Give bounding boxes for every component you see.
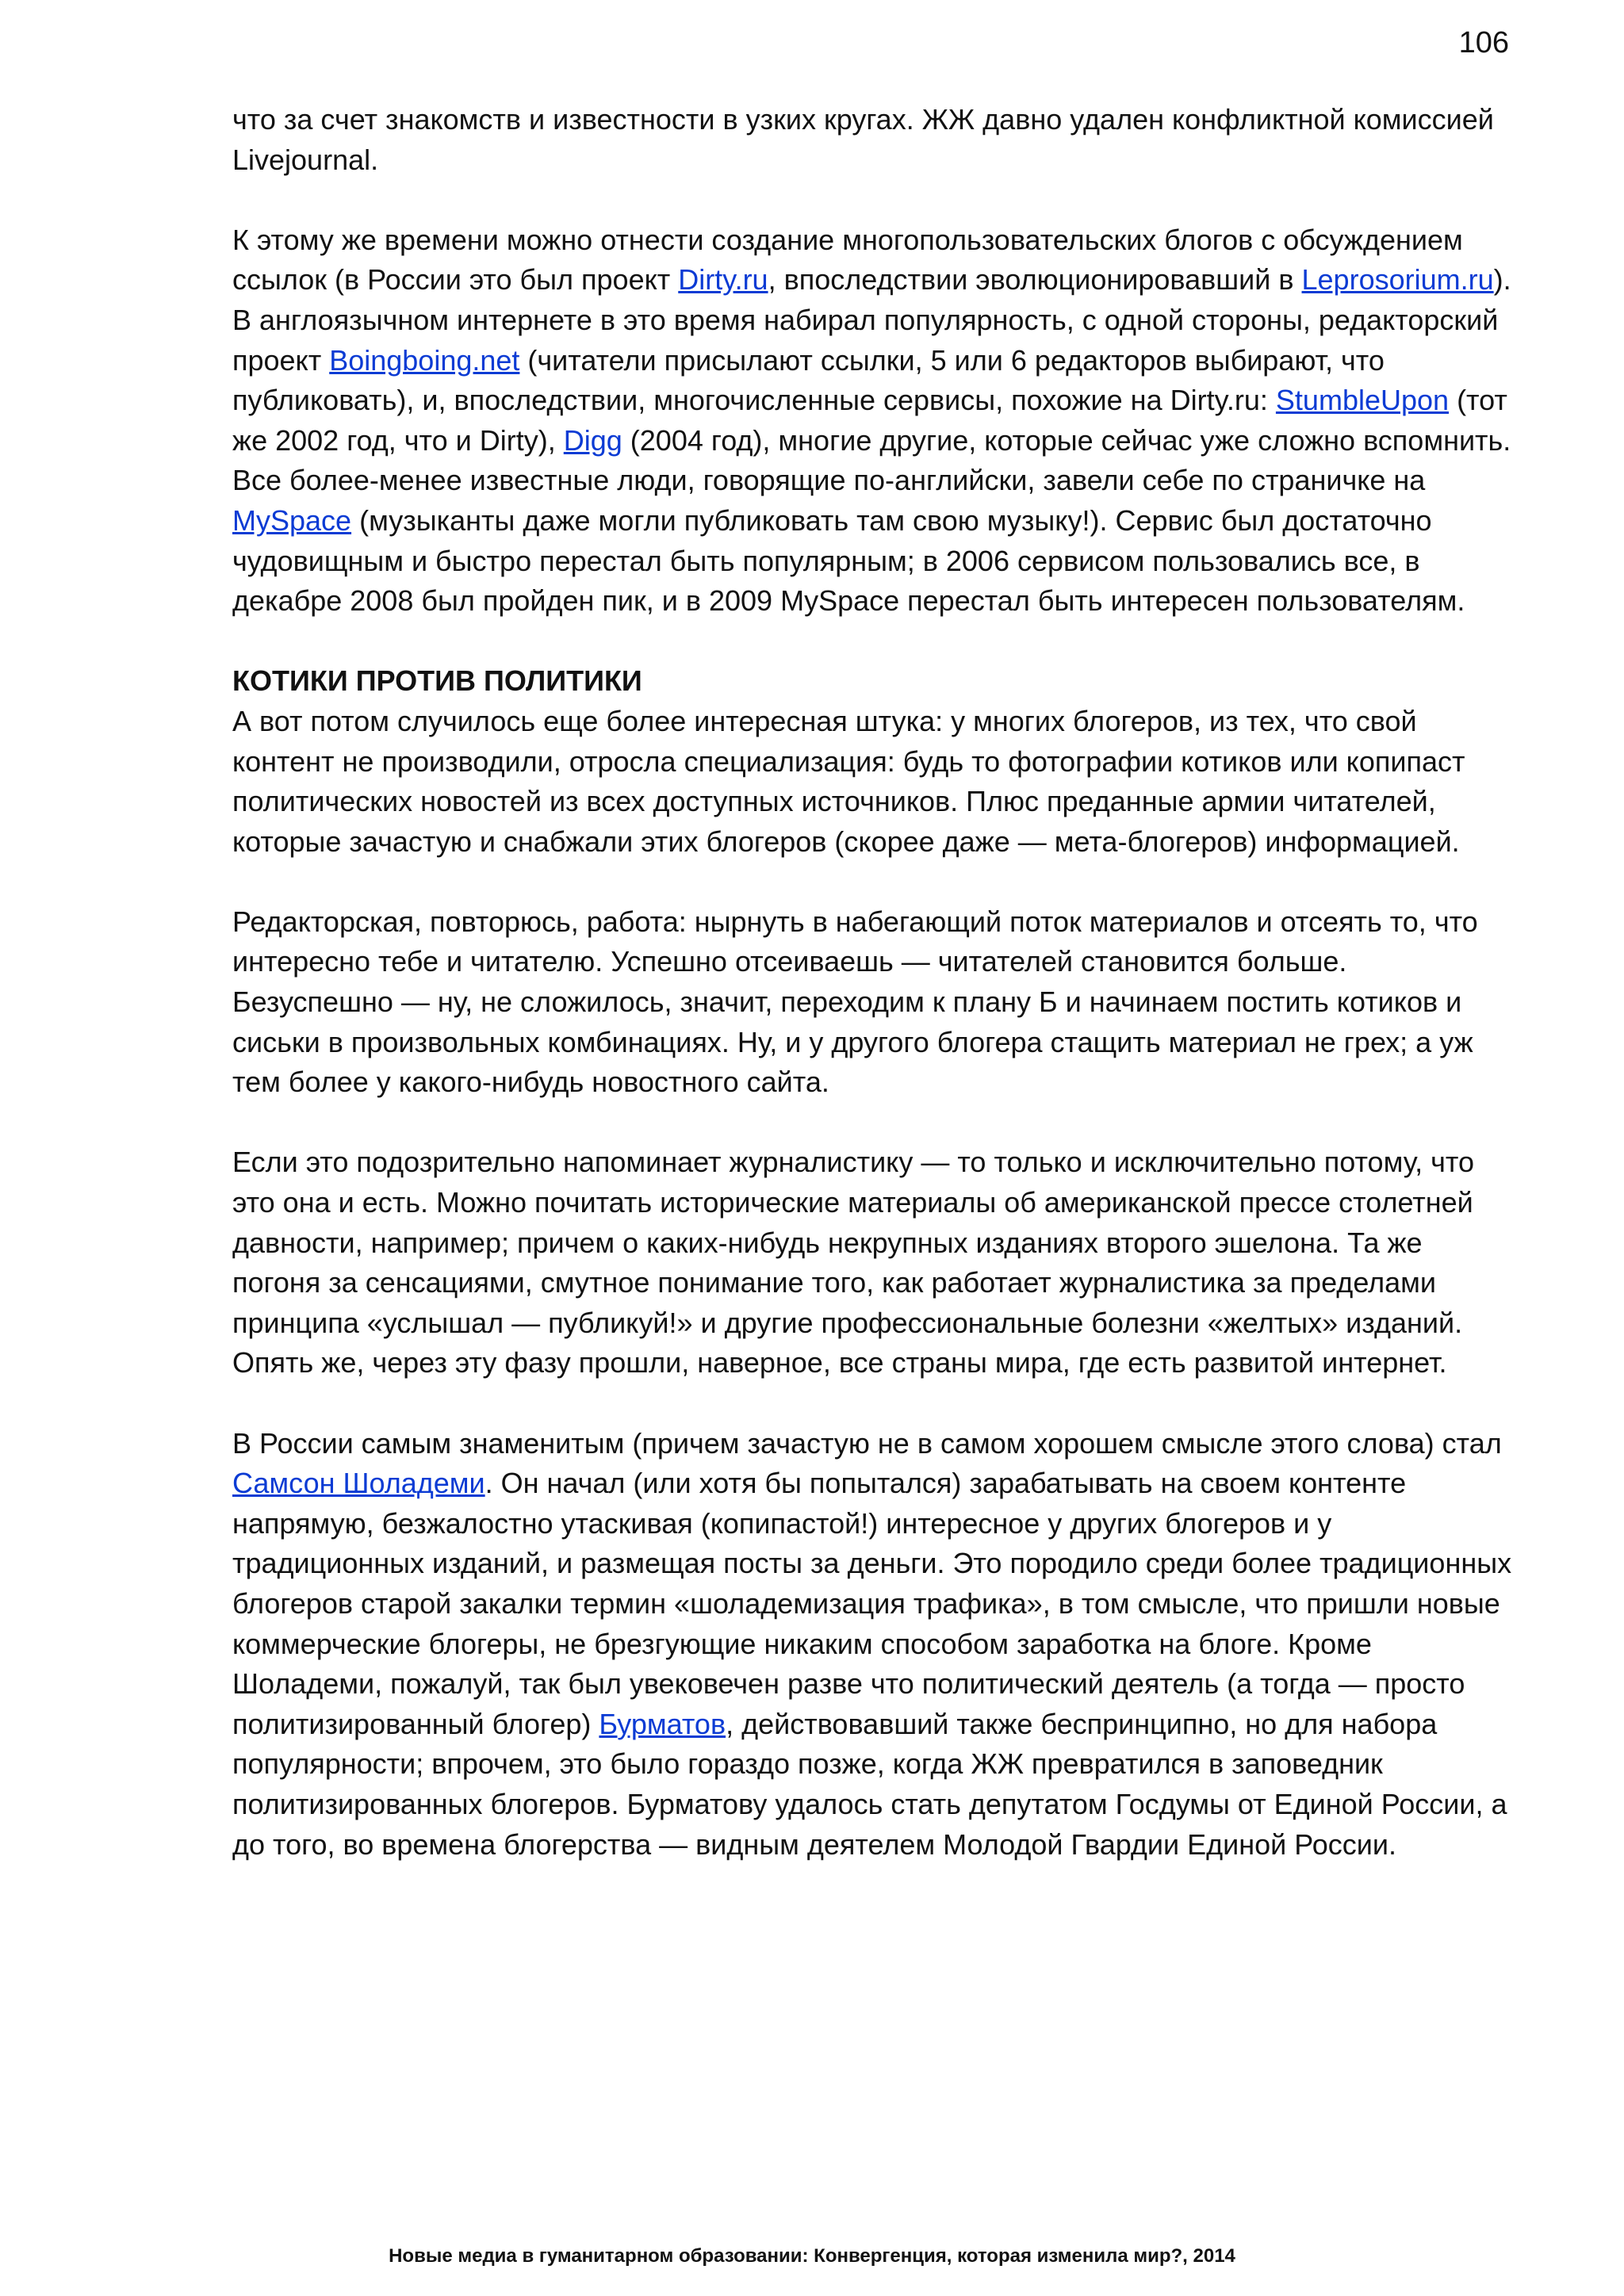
paragraph-4 (232, 902, 1515, 1103)
paragraph-4-text: Редакторская, повторюсь, работа: нырнуть в набегающий поток материалов и отсеять то, что интересно тебе и читателю. Успешно отсеиваешь — читателей становится больше. Безуспешно — ну, не сложилось, значит, переходим к плану Б и начинаем постить котиков и сиськи в произвольных комбинациях. Ну, и у другого блогера стащить материал не грех; а уж тем более у какого-нибудь новостного сайта. (232, 905, 1478, 1099)
paragraph-6-text-2: . Он начал (или хотя бы попытался) зарабатывать на своем контенте напрямую, безжалостно утаскивая (копипастой!) интересное у других блогеров и у традиционных изданий, и размещая посты за деньги. Это породило среди более традиционных блогеров старой закалки термин «шоладемизация трафика», в том смысле, что пришли новые коммерческие блогеры, не брезгующие никаким способом заработка на блоге. Кроме Шоладеми, пожалуй, так был увековечен разве что политический деятель (а тогда — просто политизированный блогер) (232, 1467, 1512, 1740)
paragraph-2-text-7: (музыканты даже могли публиковать там свою музыку!). Сервис был достаточно чудовищным и быстро перестал быть популярным; в 2006 сервисом пользовались все, в декабре 2008 был пройден пик, и в 2009 MySpace перестал быть интересен пользователям. (232, 503, 1465, 618)
paragraph-2-text-5: (тот же 2002 год, что и Dirty), (232, 384, 1507, 457)
paragraph-2-text-2: , впоследствии эволюционировавший в (768, 263, 1302, 297)
paragraph-2-text-4: (читатели присылают ссылки, 5 или 6 редакторов выбирают, что публиковать), и, впоследствии, многочисленные сервисы, похожие на Dirty.ru: (232, 343, 1385, 417)
link-burmatov[interactable]: Бурматов (599, 1707, 726, 1740)
paragraph-2-text-6: (2004 год), многие другие, которые сейчас уже сложно вспомнить. Все более-менее известные люди, говорящие по-английски, завели себе по страничке на (232, 423, 1511, 497)
page-number: 106 (1458, 26, 1509, 59)
paragraph-1 (232, 100, 1515, 180)
paragraph-2 (232, 220, 1515, 622)
paragraph-2-text-1: К этому же времени можно отнести создание многопользовательских блогов с обсуждением ссылок (в России это был проект (232, 223, 1463, 297)
paragraph-5 (232, 1142, 1515, 1383)
link-sholademi[interactable]: Самсон Шоладеми (232, 1467, 485, 1500)
paragraph-6-text-3: , действовавший также беспринципно, но для набора популярности; впрочем, это было гораздо позже, когда ЖЖ превратился в заповедник политизированных блогеров. Бурматову удалось стать депутатом Госдумы от Единой России, а до того, во времена блогерства — видным деятелем Молодой Гвардии Единой России. (232, 1707, 1507, 1861)
link-boingboing[interactable]: Boingboing.net (329, 343, 520, 377)
paragraph-2-text-3: ). В англоязычном интернете в это время набирал популярность, с одной стороны, редакторский проект (232, 263, 1511, 377)
link-leprosorium[interactable]: Leprosorium.ru (1301, 263, 1494, 297)
page-footer: Новые медиа в гуманитарном образовании: Конвергенция, которая изменила мир?, 2014 (389, 2245, 1235, 2267)
paragraph-6-text-1: В России самым знаменитым (причем зачастую не в самом хорошем смысле этого слова) стал (232, 1426, 1502, 1460)
link-digg[interactable]: Digg (563, 423, 622, 457)
link-dirty[interactable]: Dirty.ru (678, 263, 768, 297)
paragraph-3-text: А вот потом случилось еще более интересная штука: у многих блогеров, из тех, что свой контент не производили, отросла специализация: будь то фотографии котиков или копипаст политических новостей из всех доступных источников. Плюс преданные армии читателей, которые зачастую и снабжали этих блогеров (скорее даже — мета-блогеров) информацией. (232, 704, 1465, 858)
link-myspace[interactable]: MySpace (232, 503, 352, 537)
paragraph-3 (232, 702, 1515, 862)
section-heading: КОТИКИ ПРОТИВ ПОЛИТИКИ (232, 664, 642, 698)
paragraph-1-text: что за счет знакомств и известности в узких кругах. ЖЖ давно удален конфликтной комиссией Livejournal. (232, 103, 1494, 176)
document-body (232, 100, 1515, 1905)
paragraph-6 (232, 1424, 1515, 1866)
paragraph-5-text: Если это подозрительно напоминает журналистику — то только и исключительно потому, что это она и есть. Можно почитать исторические материалы об американской прессе столетней давности, например; причем о каких-нибудь некрупных изданиях второго эшелона. Та же погоня за сенсациями, смутное понимание того, как работает журналистика за пределами принципа «услышал — публикуй!» и другие профессиональные болезни «желтых» изданий. Опять же, через эту фазу прошли, наверное, все страны мира, где есть развитой интернет. (232, 1146, 1474, 1380)
link-stumbleupon[interactable]: StumbleUpon (1275, 384, 1450, 417)
